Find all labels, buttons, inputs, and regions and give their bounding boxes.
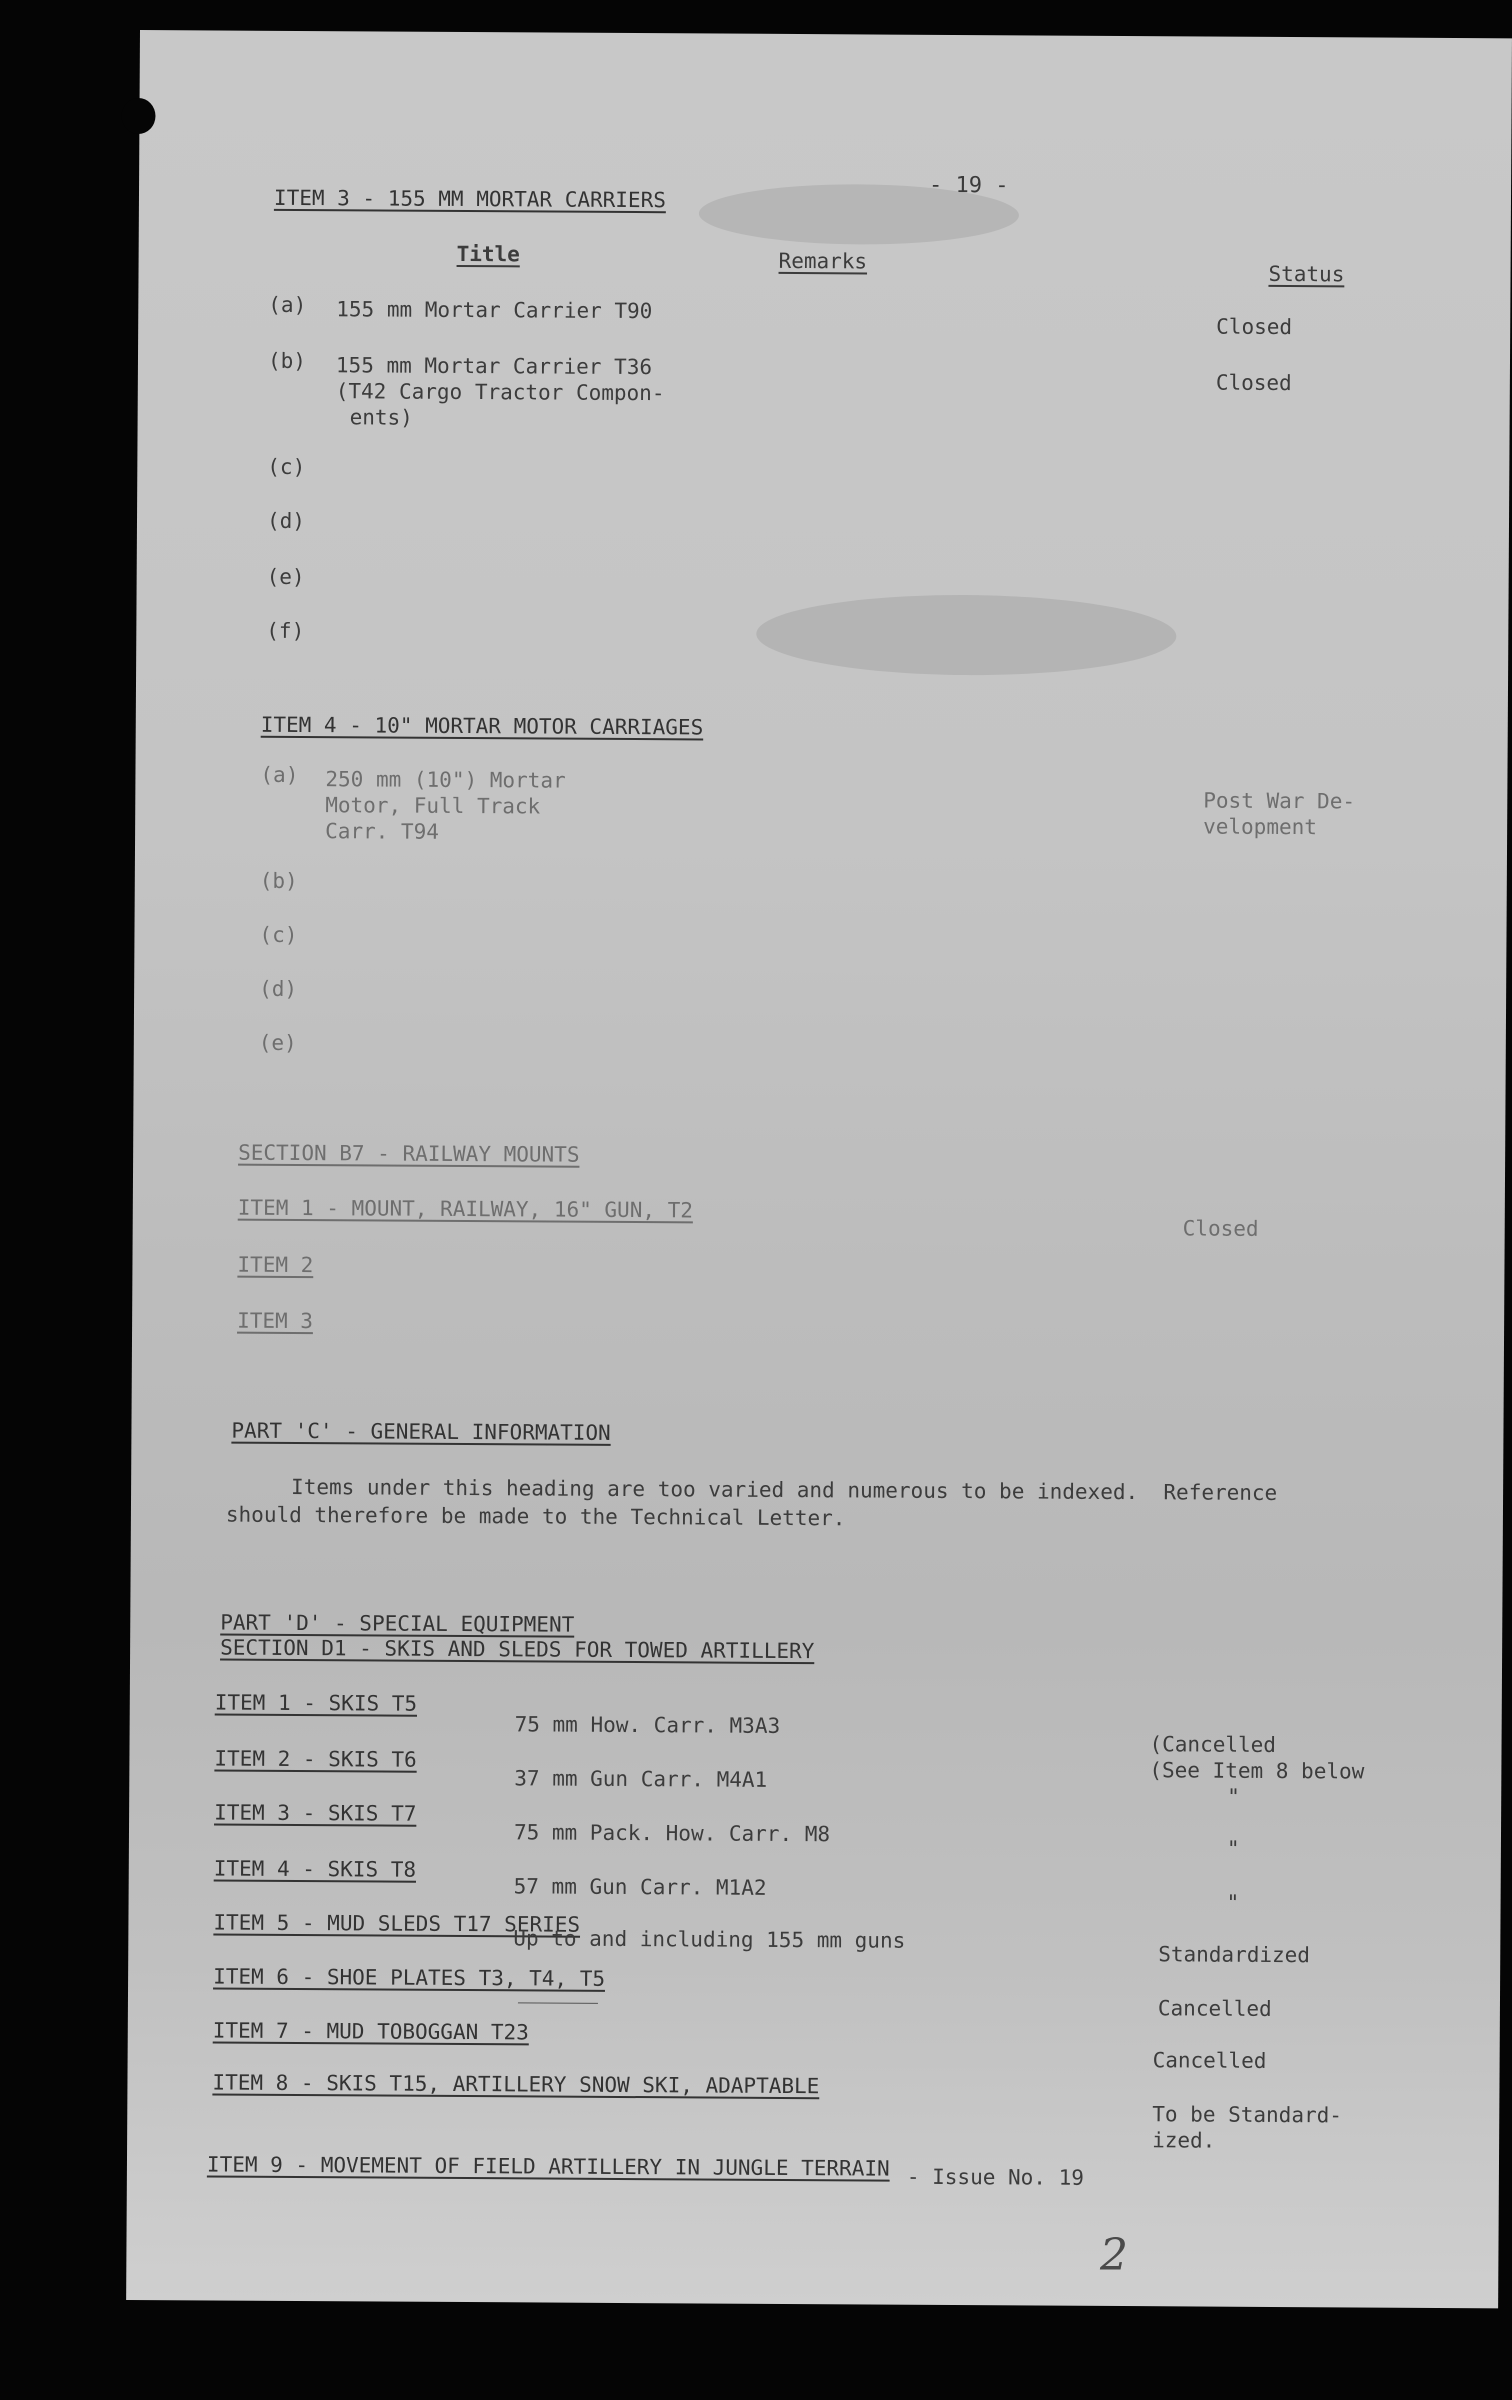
item3-row-letter: (a) [268,292,307,318]
section-b7-item3: ITEM 3 [237,1308,314,1334]
part-d-item-remark: 75 mm Pack. How. Carr. M8 [513,1820,831,1847]
item3-row-status: Closed [1215,370,1292,396]
section-d1-heading: SECTION D1 - SKIS AND SLEDS FOR TOWED ARTILLERY [220,1635,815,1664]
part-d-item-label: ITEM 4 - SKIS T8 [213,1856,417,1882]
item3-row-title: (T42 Cargo Tractor Compon- [335,379,665,406]
part-d-item-label: ITEM 2 - SKIS T6 [214,1746,417,1772]
item3-heading: ITEM 3 - 155 MM MORTAR CARRIERS [273,185,666,213]
item3-row-letter: (c) [267,454,306,480]
column-status-header: Status [1268,261,1345,287]
part-d-item-remark: 57 mm Gun Carr. M1A2 [513,1874,767,1900]
part-d-quote-mark: " [1226,1890,1240,1915]
part-d-blank-line [518,2002,598,2003]
item4-row-letter: (a) [260,762,299,787]
issue-number-suffix: - Issue No. 19 [906,2164,1084,2190]
part-d-item-remark: 37 mm Gun Carr. M4A1 [514,1766,768,1792]
part-c-paragraph-line2: should therefore be made to the Technical Letter. [225,1502,846,1531]
item4-row-status: velopment [1203,814,1318,840]
item3-row-title: 155 mm Mortar Carrier T36 [335,353,653,380]
item4-row-letter: (d) [259,976,298,1001]
section-b7-heading: SECTION B7 - RAILWAY MOUNTS [238,1140,580,1167]
item3-row-letter: (e) [266,564,305,590]
item4-row-title: Motor, Full Track [325,793,541,819]
part-d-item-status: To be Standard- [1152,2102,1343,2128]
part-d-item-status: Cancelled [1152,2048,1267,2073]
column-remarks-header: Remarks [778,248,868,274]
part-d-item-label: ITEM 5 - MUD SLEDS T17 SERIES [213,1910,581,1937]
part-d-item-label: ITEM 1 - SKIS T5 [214,1690,418,1716]
smudge-mark [756,594,1176,677]
part-d-item-status: ized. [1152,2128,1216,2153]
item4-row-title: 250 mm (10") Mortar [325,767,566,793]
part-c-paragraph-line1: Items under this heading are too varied and numerous to be indexed. Reference [291,1474,1278,1505]
page-number: - 19 - [928,172,1009,199]
item4-row-letter: (c) [259,922,298,947]
part-c-heading: PART 'C' - GENERAL INFORMATION [231,1418,611,1445]
punch-hole-mark [121,98,155,134]
item3-row-status: Closed [1216,314,1293,340]
part-d-item-status: " [1226,1836,1240,1861]
part-d-item-status: (See Item 8 below [1149,1758,1365,1784]
item4-row-status: Post War De- [1203,788,1356,814]
part-d-item-status: Standardized [1158,1942,1311,1968]
part-d-item-label: ITEM 6 - SHOE PLATES T3, T4, T5 [213,1964,606,1991]
part-d-item-label: ITEM 9 - MOVEMENT OF FIELD ARTILLERY IN JUNGLE TERRAIN [206,2152,890,2181]
section-b7-item1: ITEM 1 - MOUNT, RAILWAY, 16" GUN, T2 [237,1195,694,1223]
part-d-item-label: ITEM 3 - SKIS T7 [214,1800,417,1826]
item4-row-title: Carr. T94 [325,819,439,844]
item3-row-letter: (f) [266,618,305,644]
document-page [126,30,1512,2308]
item4-row-letter: (e) [258,1030,297,1055]
part-d-item-label: ITEM 7 - MUD TOBOGGAN T23 [212,2018,529,2045]
item3-row-title: ents) [349,405,413,430]
section-b7-item2: ITEM 2 [237,1252,314,1278]
part-d-item-remark: 75 mm How. Carr. M3A3 [514,1712,781,1738]
item3-row-letter: (b) [267,348,306,374]
handwritten-number: 2 [1100,2230,1128,2281]
part-d-item-remark: Up to and including 155 mm guns [513,1926,906,1953]
item4-row-letter: (b) [259,868,298,893]
item3-row-title: 155 mm Mortar Carrier T90 [336,297,653,324]
item4-heading: ITEM 4 - 10" MORTAR MOTOR CARRIAGES [260,712,704,740]
part-d-item-status: " [1227,1784,1240,1809]
part-d-item-status: Cancelled [1157,1996,1272,2021]
item3-row-letter: (d) [266,508,306,534]
part-d-heading: PART 'D' - SPECIAL EQUIPMENT [220,1610,575,1637]
column-title-header: Title [456,241,520,267]
part-d-item-label: ITEM 8 - SKIS T15, ARTILLERY SNOW SKI, ADAPTABLE [212,2070,820,2099]
part-d-item-status: (Cancelled [1149,1732,1277,1757]
section-b7-item1-status: Closed [1182,1216,1259,1241]
